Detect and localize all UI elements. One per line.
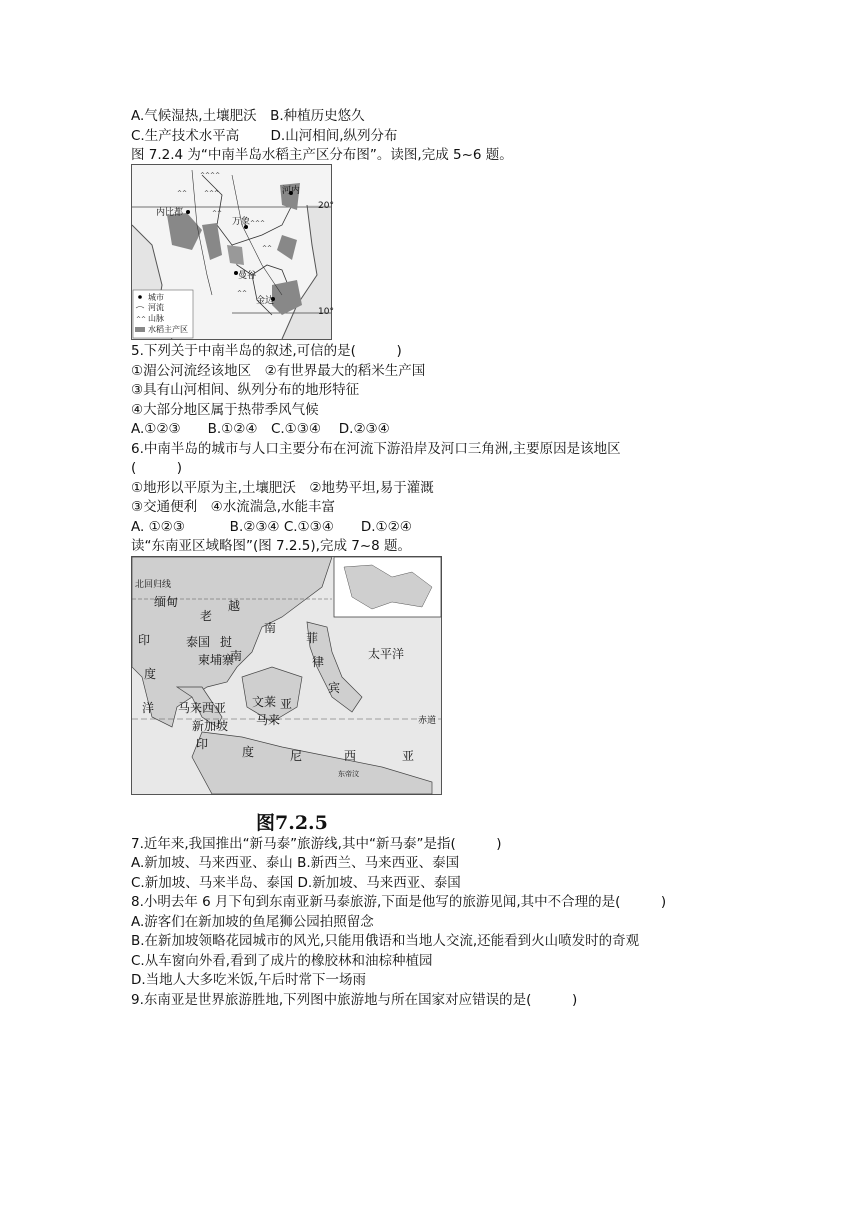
figure-intro: 图 7.2.4 为“中南半岛水稻主产区分布图”。读图,完成 5~6 题。 <box>131 147 513 163</box>
latitude-label: 10° <box>318 307 334 317</box>
map-label: 挝 <box>220 635 233 649</box>
option: D.当地人大多吃米饭,午后时常下一场雨 <box>131 972 366 988</box>
map-label: 缅甸 <box>154 595 179 609</box>
map-label: 亚 <box>280 697 293 711</box>
city-label: 万象 <box>232 217 251 227</box>
statement: ③具有山河相间、纵列分布的地形特征 <box>131 382 360 398</box>
map-label: 马来西亚 <box>178 701 227 715</box>
rice-region-map <box>131 164 332 340</box>
southeast-asia-map <box>131 556 442 795</box>
svg-text:^^^^: ^^^^ <box>200 172 221 179</box>
map-label: 马来 <box>256 713 281 727</box>
figure-caption: 图7.2.5 <box>256 812 328 834</box>
map-label: 印 <box>138 633 151 647</box>
map-label: 度 <box>144 667 157 681</box>
map-label: 东帝汶 <box>338 770 359 778</box>
map-label: 太平洋 <box>368 647 405 661</box>
map-label: 洋 <box>142 701 155 715</box>
city-label: 金边 <box>256 296 275 306</box>
option-line: C.生产技术水平高 D.山河相间,纵列分布 <box>131 128 398 144</box>
option: C.从车窗向外看,看到了成片的橡胶林和油棕种植园 <box>131 953 433 969</box>
city-label: 内比都 <box>156 208 184 218</box>
svg-text:^^^: ^^^ <box>250 220 266 227</box>
figure-intro: 读“东南亚区域略图”(图 7.2.5),完成 7~8 题。 <box>131 538 412 554</box>
options: A.新加坡、马来西亚、泰山 B.新西兰、马来西亚、泰国 <box>131 855 460 871</box>
question-9: 9.东南亚是世界旅游胜地,下列图中旅游地与所在国家对应错误的是( ) <box>131 992 578 1008</box>
statement: ④大部分地区属于热带季风气候 <box>131 402 319 418</box>
map-label: 亚 <box>402 749 415 763</box>
statement: ①地形以平原为主,土壤肥沃 ②地势平坦,易于灌溉 <box>131 480 434 496</box>
options: A. ①②③ B.②③④ C.①③④ D.①②④ <box>131 519 412 535</box>
question-6-bracket: ( ) <box>131 460 183 476</box>
map-label: 柬埔寨 <box>198 653 235 667</box>
options: C.新加坡、马来半岛、泰国 D.新加坡、马来西亚、泰国 <box>131 875 461 891</box>
map-label: 南 <box>264 621 277 635</box>
map-label: 赤道 <box>418 716 437 726</box>
option-line: A.气候湿热,土壤肥沃 B.种植历史悠久 <box>131 108 365 124</box>
question-6: 6.中南半岛的城市与人口主要分布在河流下游沿岸及河口三角洲,主要原因是该地区 <box>131 441 621 457</box>
map-label: 西 <box>344 749 357 763</box>
city-label: 河内 <box>282 186 301 196</box>
question-7: 7.近年来,我国推出“新马泰”旅游线,其中“新马泰”是指( ) <box>131 836 502 852</box>
legend-item: 城市 <box>148 293 164 302</box>
legend-item: 水稻主产区 <box>148 325 188 334</box>
map-label: 泰国 <box>186 635 211 649</box>
svg-text:^^: ^^ <box>212 210 223 217</box>
map-label: 印 <box>196 737 209 751</box>
svg-text:^^^: ^^^ <box>204 190 220 197</box>
map-label: 菲 <box>306 631 319 645</box>
statement: ①湄公河流经该地区 ②有世界最大的稻米生产国 <box>131 363 426 379</box>
latitude-label: 20° <box>318 201 334 211</box>
option: B.在新加坡领略花园城市的风光,只能用俄语和当地人交流,还能看到火山喷发时的奇观 <box>131 933 640 949</box>
map-label: 新加坡 <box>192 719 229 733</box>
map-label: 北回归线 <box>135 580 172 590</box>
map-label: 宾 <box>328 681 341 695</box>
map-label: 度 <box>242 745 255 759</box>
svg-text:^^: ^^ <box>262 245 273 252</box>
map-label: 老 <box>200 609 213 623</box>
svg-text:^^: ^^ <box>237 290 248 297</box>
legend-item: 山脉 <box>148 314 164 323</box>
options: A.①②③ B.①②④ C.①③④ D.②③④ <box>131 421 390 437</box>
question-5: 5.下列关于中南半岛的叙述,可信的是( ) <box>131 343 402 359</box>
question-8: 8.小明去年 6 月下旬到东南亚新马泰旅游,下面是他写的旅游见闻,其中不合理的是( ) <box>131 894 667 910</box>
map-label: 南 <box>230 649 243 663</box>
svg-text:^^: ^^ <box>177 190 188 197</box>
map-label: 律 <box>312 655 325 669</box>
legend-item: 河流 <box>148 303 164 312</box>
map-label: 尼 <box>290 749 303 763</box>
option: A.游客们在新加坡的鱼尾狮公园拍照留念 <box>131 914 374 930</box>
svg-text:^^: ^^ <box>136 316 147 323</box>
statement: ③交通便利 ④水流湍急,水能丰富 <box>131 499 335 515</box>
city-label: 曼谷 <box>238 271 257 281</box>
map-label: 文莱 <box>252 695 277 709</box>
map-label: 越 <box>228 599 241 613</box>
